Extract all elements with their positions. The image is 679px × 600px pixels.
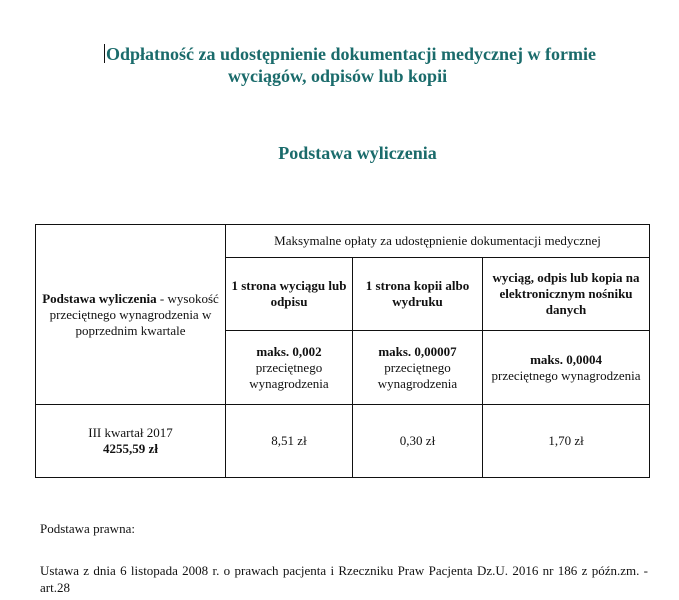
period-label: III kwartał 2017	[88, 425, 173, 440]
table-header-row	[36, 225, 650, 258]
text-cursor	[104, 44, 105, 63]
max-rate-note: przeciętnego wynagrodzenia	[491, 367, 641, 383]
basis-header-text: - wysokość przeciętnego wynagrodzenia w poprzednim kwartale	[49, 290, 219, 338]
column-header-copy: 1 strona kopii albo wydruku	[353, 258, 483, 331]
max-rate-value: maks. 0,002	[256, 343, 322, 359]
section-title: Podstawa wyliczenia	[278, 143, 437, 163]
max-rate-value: maks. 0,0004	[530, 351, 602, 367]
basis-header-bold: Podstawa wyliczenia	[42, 290, 157, 306]
fees-table	[35, 224, 650, 478]
max-rate-electronic	[483, 331, 650, 405]
average-wage: 4255,59 zł	[103, 441, 158, 456]
legal-basis-label: Podstawa prawna:	[40, 521, 135, 536]
fee-electronic: 1,70 zł	[483, 405, 650, 478]
max-fees-header: Maksymalne opłaty za udostępnienie dokumentacji medycznej	[226, 225, 650, 258]
max-rate-value: maks. 0,00007	[378, 343, 457, 359]
fee-extract: 8,51 zł	[226, 405, 353, 478]
max-rate-note: przeciętnego wynagrodzenia	[377, 359, 458, 391]
table-row	[36, 405, 650, 478]
fee-copy: 0,30 zł	[353, 405, 483, 478]
document-title-line1: Odpłatność za udostępnienie dokumentacji medycznej w formie	[106, 44, 596, 64]
max-rate-note: przeciętnego wynagrodzenia	[249, 359, 329, 391]
column-header-electronic: wyciąg, odpis lub kopia na elektronicznym nośniku danych	[483, 258, 650, 331]
max-rate-copy	[353, 331, 483, 405]
max-rate-extract	[226, 331, 353, 405]
legal-basis-text: Ustawa z dnia 6 listopada 2008 r. o prawach pacjenta i Rzeczniku Praw Pacjenta Dz.U. 2016 nr 186 z późn.zm. - art.28	[40, 563, 648, 595]
basis-header-cell	[36, 225, 226, 405]
document-title	[106, 43, 646, 87]
document-title-line2: wyciągów, odpisów lub kopii	[228, 66, 448, 86]
column-header-extract: 1 strona wyciągu lub odpisu	[226, 258, 353, 331]
period-cell	[36, 405, 226, 478]
